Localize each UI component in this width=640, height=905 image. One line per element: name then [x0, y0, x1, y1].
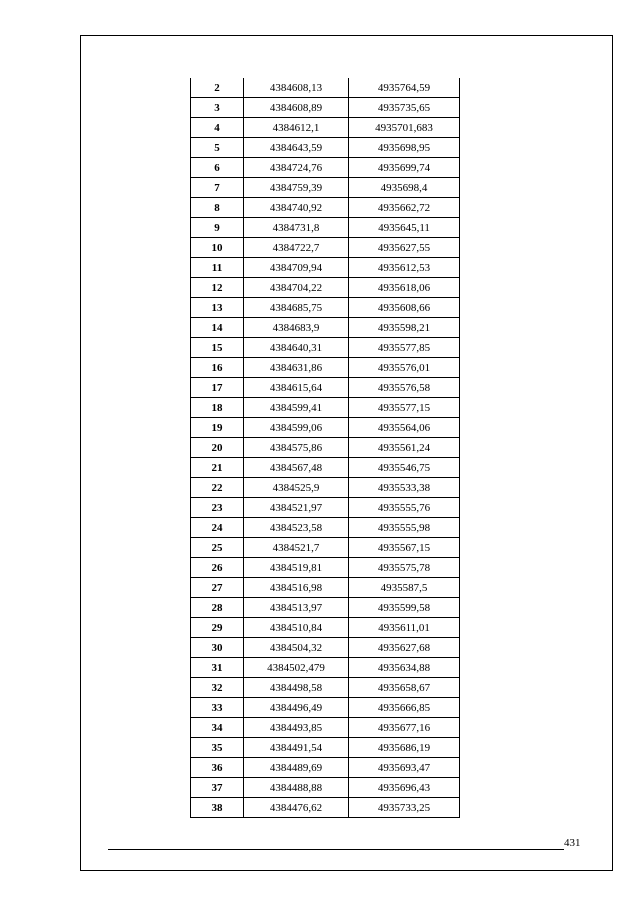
x-coordinate-cell: 4384643,59	[244, 138, 349, 158]
table-row	[191, 78, 460, 98]
x-coordinate-cell: 4384510,84	[244, 618, 349, 638]
point-number-cell: 12	[191, 278, 244, 298]
point-number-cell: 38	[191, 798, 244, 818]
x-coordinate-cell: 4384599,41	[244, 398, 349, 418]
table-row	[191, 438, 460, 458]
table-row	[191, 618, 460, 638]
table-row	[191, 178, 460, 198]
point-number-cell: 28	[191, 598, 244, 618]
table-row	[191, 338, 460, 358]
x-coordinate-cell: 4384724,76	[244, 158, 349, 178]
table-row	[191, 278, 460, 298]
point-number-cell: 9	[191, 218, 244, 238]
x-coordinate-cell: 4384476,62	[244, 798, 349, 818]
y-coordinate-cell: 4935618,06	[349, 278, 460, 298]
y-coordinate-cell: 4935662,72	[349, 198, 460, 218]
point-number-cell: 2	[191, 78, 244, 98]
table-row	[191, 198, 460, 218]
point-number-cell: 26	[191, 558, 244, 578]
x-coordinate-cell: 4384498,58	[244, 678, 349, 698]
y-coordinate-cell: 4935699,74	[349, 158, 460, 178]
x-coordinate-cell: 4384521,7	[244, 538, 349, 558]
y-coordinate-cell: 4935612,53	[349, 258, 460, 278]
y-coordinate-cell: 4935764,59	[349, 78, 460, 98]
table-row	[191, 578, 460, 598]
table-row	[191, 358, 460, 378]
y-coordinate-cell: 4935698,95	[349, 138, 460, 158]
table-row	[191, 378, 460, 398]
table-row	[191, 718, 460, 738]
y-coordinate-cell: 4935627,68	[349, 638, 460, 658]
point-number-cell: 5	[191, 138, 244, 158]
table-row	[191, 458, 460, 478]
point-number-cell: 35	[191, 738, 244, 758]
x-coordinate-cell: 4384575,86	[244, 438, 349, 458]
table-row	[191, 318, 460, 338]
point-number-cell: 13	[191, 298, 244, 318]
x-coordinate-cell: 4384759,39	[244, 178, 349, 198]
y-coordinate-cell: 4935696,43	[349, 778, 460, 798]
point-number-cell: 11	[191, 258, 244, 278]
x-coordinate-cell: 4384608,13	[244, 78, 349, 98]
page-number: 431	[564, 837, 581, 849]
point-number-cell: 32	[191, 678, 244, 698]
x-coordinate-cell: 4384709,94	[244, 258, 349, 278]
point-number-cell: 7	[191, 178, 244, 198]
y-coordinate-cell: 4935611,01	[349, 618, 460, 638]
y-coordinate-cell: 4935698,4	[349, 178, 460, 198]
point-number-cell: 19	[191, 418, 244, 438]
y-coordinate-cell: 4935587,5	[349, 578, 460, 598]
table-row	[191, 118, 460, 138]
x-coordinate-cell: 4384567,48	[244, 458, 349, 478]
y-coordinate-cell: 4935735,65	[349, 98, 460, 118]
x-coordinate-cell: 4384493,85	[244, 718, 349, 738]
table-row	[191, 638, 460, 658]
y-coordinate-cell: 4935577,15	[349, 398, 460, 418]
y-coordinate-cell: 4935546,75	[349, 458, 460, 478]
table-row	[191, 798, 460, 818]
table-row	[191, 98, 460, 118]
table-row	[191, 738, 460, 758]
point-number-cell: 25	[191, 538, 244, 558]
point-number-cell: 10	[191, 238, 244, 258]
x-coordinate-cell: 4384491,54	[244, 738, 349, 758]
x-coordinate-cell: 4384502,479	[244, 658, 349, 678]
point-number-cell: 14	[191, 318, 244, 338]
point-number-cell: 17	[191, 378, 244, 398]
x-coordinate-cell: 4384513,97	[244, 598, 349, 618]
x-coordinate-cell: 4384740,92	[244, 198, 349, 218]
table-row	[191, 398, 460, 418]
point-number-cell: 33	[191, 698, 244, 718]
table-row	[191, 538, 460, 558]
y-coordinate-cell: 4935599,58	[349, 598, 460, 618]
y-coordinate-cell: 4935658,67	[349, 678, 460, 698]
table-row	[191, 478, 460, 498]
y-coordinate-cell: 4935567,15	[349, 538, 460, 558]
y-coordinate-cell: 4935677,16	[349, 718, 460, 738]
point-number-cell: 3	[191, 98, 244, 118]
point-number-cell: 24	[191, 518, 244, 538]
point-number-cell: 23	[191, 498, 244, 518]
y-coordinate-cell: 4935645,11	[349, 218, 460, 238]
y-coordinate-cell: 4935576,58	[349, 378, 460, 398]
point-number-cell: 21	[191, 458, 244, 478]
table-row	[191, 418, 460, 438]
y-coordinate-cell: 4935555,98	[349, 518, 460, 538]
table-row	[191, 158, 460, 178]
y-coordinate-cell: 4935701,683	[349, 118, 460, 138]
x-coordinate-cell: 4384523,58	[244, 518, 349, 538]
y-coordinate-cell: 4935627,55	[349, 238, 460, 258]
x-coordinate-cell: 4384496,49	[244, 698, 349, 718]
y-coordinate-cell: 4935575,78	[349, 558, 460, 578]
x-coordinate-cell: 4384612,1	[244, 118, 349, 138]
y-coordinate-cell: 4935576,01	[349, 358, 460, 378]
table-row	[191, 138, 460, 158]
point-number-cell: 30	[191, 638, 244, 658]
y-coordinate-cell: 4935577,85	[349, 338, 460, 358]
point-number-cell: 18	[191, 398, 244, 418]
table-row	[191, 778, 460, 798]
coordinates-table	[190, 78, 460, 818]
point-number-cell: 31	[191, 658, 244, 678]
x-coordinate-cell: 4384683,9	[244, 318, 349, 338]
table-row	[191, 758, 460, 778]
x-coordinate-cell: 4384504,32	[244, 638, 349, 658]
x-coordinate-cell: 4384521,97	[244, 498, 349, 518]
table-row	[191, 238, 460, 258]
point-number-cell: 27	[191, 578, 244, 598]
point-number-cell: 6	[191, 158, 244, 178]
y-coordinate-cell: 4935733,25	[349, 798, 460, 818]
coordinates-table-body	[191, 78, 460, 818]
x-coordinate-cell: 4384599,06	[244, 418, 349, 438]
x-coordinate-cell: 4384615,64	[244, 378, 349, 398]
table-row	[191, 518, 460, 538]
x-coordinate-cell: 4384640,31	[244, 338, 349, 358]
y-coordinate-cell: 4935598,21	[349, 318, 460, 338]
point-number-cell: 15	[191, 338, 244, 358]
footer-rule	[108, 849, 564, 850]
y-coordinate-cell: 4935608,66	[349, 298, 460, 318]
table-row	[191, 298, 460, 318]
x-coordinate-cell: 4384488,88	[244, 778, 349, 798]
table-row	[191, 558, 460, 578]
x-coordinate-cell: 4384731,8	[244, 218, 349, 238]
point-number-cell: 29	[191, 618, 244, 638]
x-coordinate-cell: 4384519,81	[244, 558, 349, 578]
table-row	[191, 498, 460, 518]
x-coordinate-cell: 4384608,89	[244, 98, 349, 118]
y-coordinate-cell: 4935686,19	[349, 738, 460, 758]
point-number-cell: 22	[191, 478, 244, 498]
x-coordinate-cell: 4384516,98	[244, 578, 349, 598]
table-row	[191, 698, 460, 718]
table-row	[191, 658, 460, 678]
y-coordinate-cell: 4935693,47	[349, 758, 460, 778]
x-coordinate-cell: 4384525,9	[244, 478, 349, 498]
point-number-cell: 34	[191, 718, 244, 738]
table-row	[191, 258, 460, 278]
y-coordinate-cell: 4935561,24	[349, 438, 460, 458]
y-coordinate-cell: 4935634,88	[349, 658, 460, 678]
y-coordinate-cell: 4935533,38	[349, 478, 460, 498]
y-coordinate-cell: 4935564,06	[349, 418, 460, 438]
x-coordinate-cell: 4384489,69	[244, 758, 349, 778]
point-number-cell: 37	[191, 778, 244, 798]
x-coordinate-cell: 4384722,7	[244, 238, 349, 258]
y-coordinate-cell: 4935666,85	[349, 698, 460, 718]
point-number-cell: 8	[191, 198, 244, 218]
table-row	[191, 218, 460, 238]
y-coordinate-cell: 4935555,76	[349, 498, 460, 518]
x-coordinate-cell: 4384704,22	[244, 278, 349, 298]
point-number-cell: 4	[191, 118, 244, 138]
point-number-cell: 16	[191, 358, 244, 378]
table-row	[191, 678, 460, 698]
table-row	[191, 598, 460, 618]
point-number-cell: 36	[191, 758, 244, 778]
x-coordinate-cell: 4384631,86	[244, 358, 349, 378]
point-number-cell: 20	[191, 438, 244, 458]
x-coordinate-cell: 4384685,75	[244, 298, 349, 318]
